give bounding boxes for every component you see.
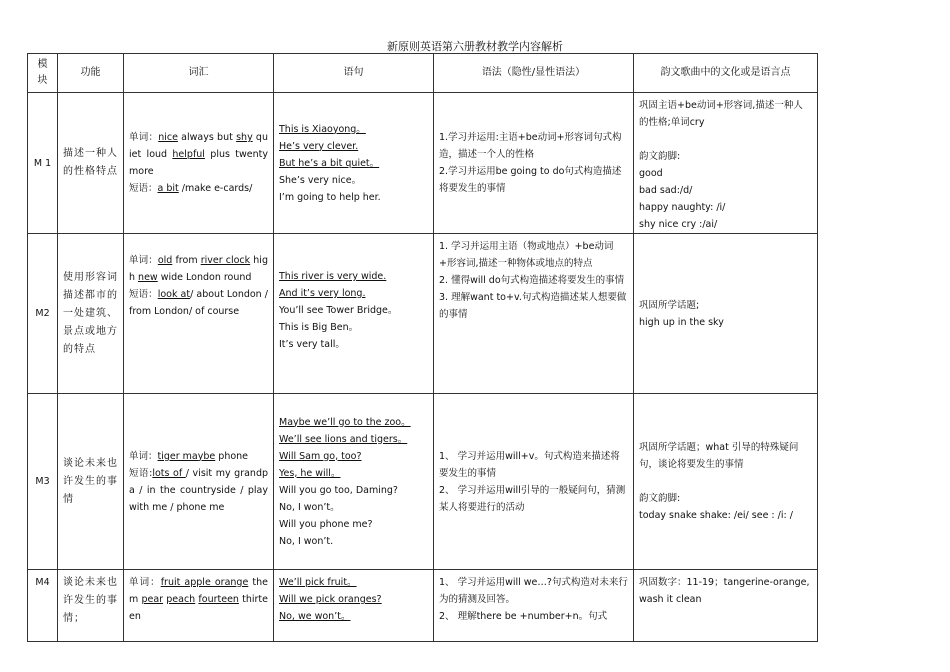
sentences-cell: We’ll pick fruit。 Will we pick oranges? No, we won’t。 bbox=[274, 570, 434, 642]
culture-cell: 巩固数字：11-19；tangerine-orange, wash it clean bbox=[634, 570, 818, 642]
table-row-m1 bbox=[28, 93, 818, 234]
grammar-cell: 1、 学习并运用will+v。句式构造来描述将要发生的事情 2、 学习并运用will引导的一般疑问句，猜测某人将要进行的活动 bbox=[434, 394, 634, 570]
sentences-cell: This is Xiaoyong。 He’s very clever. But he’s a bit quiet。 She’s very nice。 I’m going to help her. bbox=[274, 93, 434, 234]
module-cell: M4 bbox=[28, 570, 58, 642]
vocab-cell: 单词：old from river clock high new wide London round 短语：look at/ about London /from London/ of course bbox=[124, 234, 274, 394]
grammar-cell: 1. 学习并运用主语（物或地点）+be动词+形容词,描述一种物体或地点的特点 2. 懂得will do句式构造描述将要发生的事情 3. 理解want to+v.句式构造描述某人想要做的事情 bbox=[434, 234, 634, 394]
header-module: 模块 bbox=[28, 54, 58, 93]
table-row-m2 bbox=[28, 234, 818, 394]
grammar-cell: 1、 学习并运用will we…?句式构造对未来行为的猜测及回答。 2、 理解there be +number+n。句式 bbox=[434, 570, 634, 642]
culture-cell: 巩固所学话题; high up in the sky bbox=[634, 234, 818, 394]
module-cell: M2 bbox=[28, 234, 58, 394]
sentences-cell: This river is very wide. And it’s very long. You’ll see Tower Bridge。 This is Big Ben。 It’s very tall。 bbox=[274, 234, 434, 394]
grammar-cell: 1.学习并运用:主语+be动词+形容词句式构造，描述一个人的性格 2.学习并运用be going to do句式构造描述将要发生的事情 bbox=[434, 93, 634, 234]
vocab-cell: 单词：fruit apple orange them pear peach fourteen thirteen bbox=[124, 570, 274, 642]
header-function: 功能 bbox=[58, 54, 124, 93]
culture-cell: 巩固所学话题；what 引导的特殊疑问句，谈论将要发生的事情 韵文韵脚: today snake shake: /ei/ see : /i: / bbox=[634, 394, 818, 570]
sentences-cell: Maybe we’ll go to the zoo。 We’ll see lions and tigers。 Will Sam go, too? Yes, he will。 Will you go too, Daming? No, I won’t。 Will you phone me? No, I won’t. bbox=[274, 394, 434, 570]
page-title: 新原则英语第六册教材教学内容解析 bbox=[387, 40, 563, 53]
vocab-cell: 单词：nice always but shy quiet loud helpful plus twenty more 短语：a bit /make e-cards/ bbox=[124, 93, 274, 234]
module-cell: M 1 bbox=[28, 93, 58, 234]
table-row-m3 bbox=[28, 394, 818, 570]
header-culture: 韵文歌曲中的文化或是语言点 bbox=[634, 54, 818, 93]
function-cell: 谈论未来也许发生的事情； bbox=[58, 570, 124, 642]
function-cell: 谈论未来也许发生的事情 bbox=[58, 394, 124, 570]
vocab-cell: 单词：tiger maybe phone 短语:lots of / visit my grandpa / in the countryside / play with me / phone me bbox=[124, 394, 274, 570]
culture-cell: 巩固主语+be动词+形容词,描述一种人的性格;单词cry 韵文韵脚: good bad sad:/d/ happy naughty: /i/ shy nice cry :/ai/ bbox=[634, 93, 818, 234]
content-table bbox=[27, 53, 818, 642]
module-cell: M3 bbox=[28, 394, 58, 570]
header-sentences: 语句 bbox=[274, 54, 434, 93]
table-row-m4 bbox=[28, 570, 818, 642]
header-grammar: 语法（隐性/显性语法） bbox=[434, 54, 634, 93]
function-cell: 使用形容词描述都市的一处建筑、景点或地方的特点 bbox=[58, 234, 124, 394]
header-row bbox=[28, 54, 818, 93]
function-cell: 描述一种人的性格特点 bbox=[58, 93, 124, 234]
header-vocab: 词汇 bbox=[124, 54, 274, 93]
